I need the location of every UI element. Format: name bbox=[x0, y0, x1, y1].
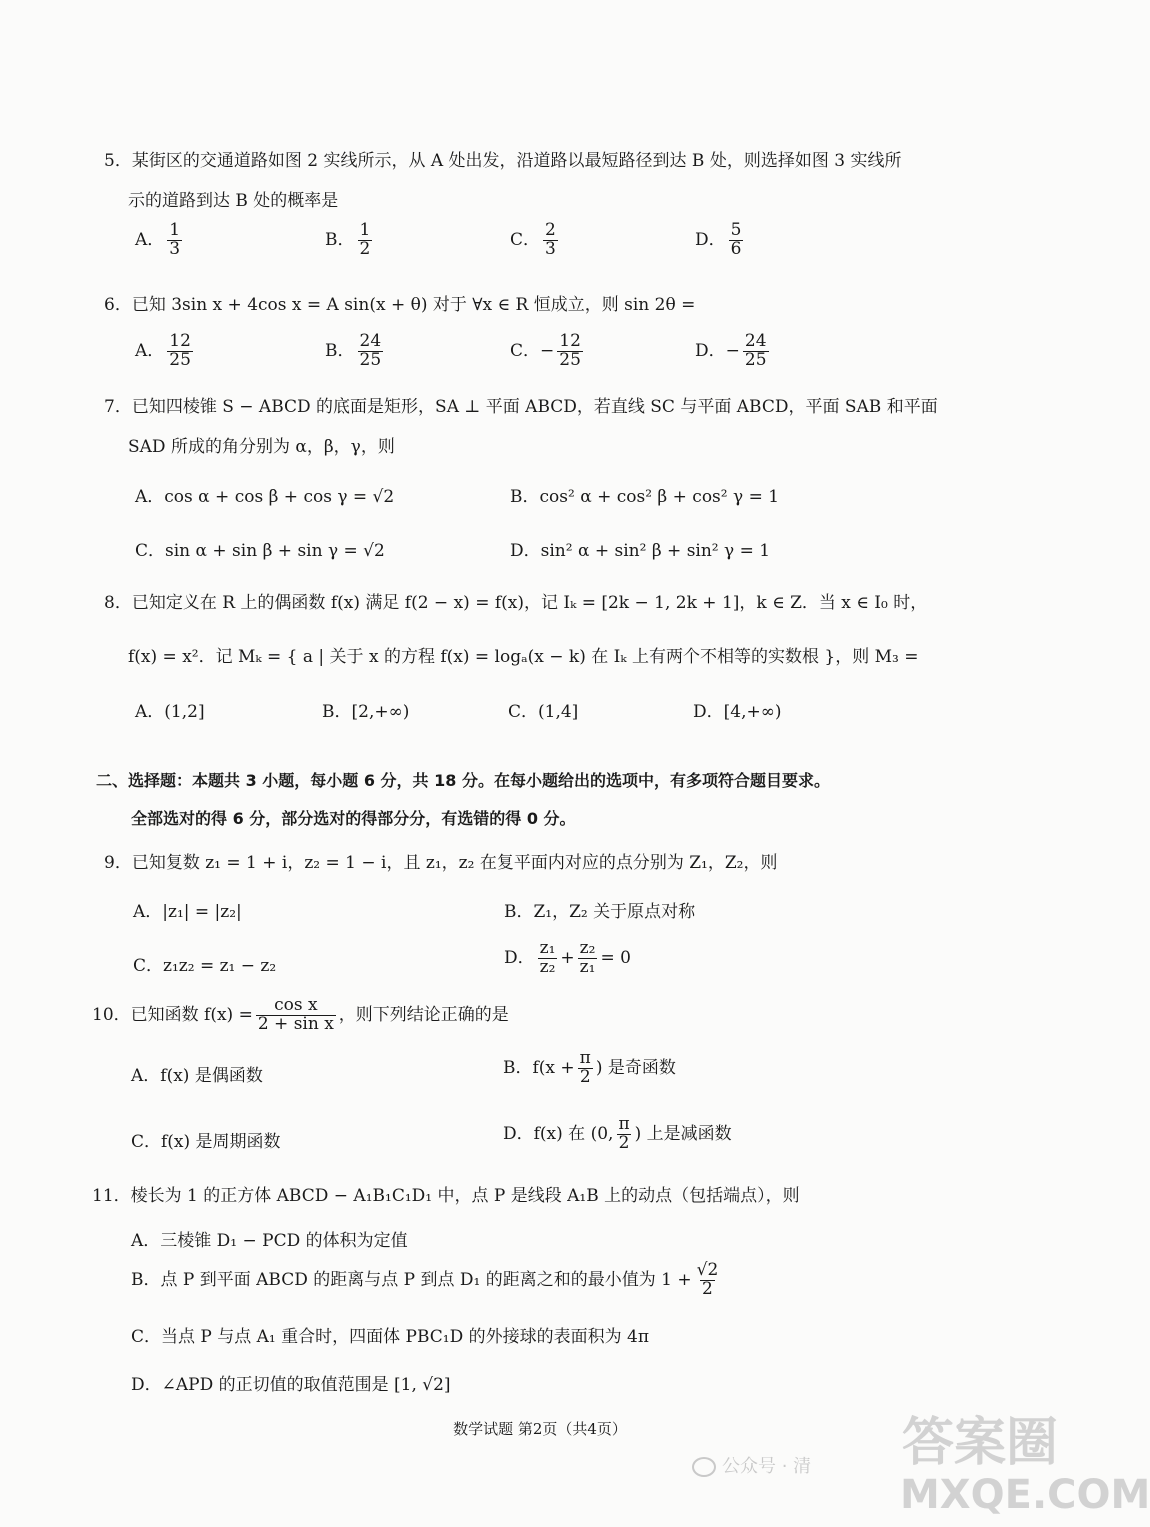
q10-line1: 10．已知函数 f(x) = $\frac{\text{cos x}}{\text{2 + sin x}}$ ，则下列结论正确的是 bbox=[92, 995, 509, 1034]
q5-option-d: D． $\frac{5}{6}$ bbox=[695, 220, 742, 259]
q10-option-b: B．f(x + $\frac{\pi}{2}$ ) 是奇函数 bbox=[503, 1048, 676, 1087]
q8-option-c: C．(1,4] bbox=[508, 702, 579, 722]
q11-option-d: D．∠APD 的正切值的取值范围是 [1, √2] bbox=[131, 1375, 451, 1395]
q9-option-c: C．z₁z₂ = z₁ − z₂ bbox=[133, 956, 277, 976]
q7-option-c: C．sin α + sin β + sin γ = √2 bbox=[135, 541, 385, 561]
q9-option-d: D． $\frac{\text{z₁}}{\text{z₂}}$ + $\frac{\text{z₂}}{\text{z₁}}$ = 0 bbox=[504, 938, 631, 977]
q6-line1: 6．已知 3sin x + 4cos x = A sin(x + θ) 对于 ∀x ∈ R 恒成立，则 sin 2θ = bbox=[104, 295, 696, 315]
q7-option-a: A．cos α + cos β + cos γ = √2 bbox=[135, 487, 395, 507]
q8-option-a: A．(1,2] bbox=[135, 702, 205, 722]
q11-option-b: B．点 P 到平面 ABCD 的距离与点 P 到点 D₁ 的距离之和的最小值为 1 + $\frac{√2}{2}$ bbox=[131, 1260, 719, 1299]
answer-logo-watermark: 答案圈 bbox=[902, 1413, 1059, 1473]
q6-option-d: D．− $\frac{24}{25}$ bbox=[695, 331, 767, 370]
q9-option-b: B．Z₁，Z₂ 关于原点对称 bbox=[504, 902, 696, 922]
q8-option-d: D．[4,+∞) bbox=[693, 702, 782, 722]
q7-option-d: D．sin² α + sin² β + sin² γ = 1 bbox=[510, 541, 771, 561]
q6-option-a: A． $\frac{12}{25}$ bbox=[135, 331, 191, 370]
q6-option-c: C．− $\frac{12}{25}$ bbox=[510, 331, 581, 370]
section-2-scoring: 全部选对的得 6 分，部分选对的得部分分，有选错的得 0 分。 bbox=[131, 809, 576, 828]
page-footer: 数学试题 第2页（共4页） bbox=[453, 1420, 627, 1438]
q11-option-c: C．当点 P 与点 A₁ 重合时，四面体 PBC₁D 的外接球的表面积为 4π bbox=[131, 1327, 650, 1347]
q10-option-c: C．f(x) 是周期函数 bbox=[131, 1132, 281, 1152]
q7-option-b: B．cos² α + cos² β + cos² γ = 1 bbox=[510, 487, 780, 507]
q11-line1: 11．棱长为 1 的正方体 ABCD − A₁B₁C₁D₁ 中，点 P 是线段 A₁B 上的动点（包括端点），则 bbox=[92, 1186, 800, 1206]
q5-line1: 5．某街区的交通道路如图 2 实线所示，从 A 处出发，沿道路以最短路径到达 B 处，则选择如图 3 实线所 bbox=[104, 151, 902, 171]
q8-option-b: B．[2,+∞) bbox=[322, 702, 410, 722]
q5-option-b: B． $\frac{1}{2}$ bbox=[325, 220, 371, 259]
q9-option-a: A．|z₁| = |z₂| bbox=[133, 902, 242, 922]
q7-line1: 7．已知四棱锥 S − ABCD 的底面是矩形，SA ⊥ 平面 ABCD，若直线 SC 与平面 ABCD，平面 SAB 和平面 bbox=[104, 397, 938, 417]
q8-line1: 8．已知定义在 R 上的偶函数 f(x) 满足 f(2 − x) = f(x)，记 Iₖ = [2k − 1, 2k + 1]，k ∈ Z．当 x ∈ I₀ 时， bbox=[104, 593, 928, 613]
q9-line1: 9．已知复数 z₁ = 1 + i，z₂ = 1 − i，且 z₁，z₂ 在复平面内对应的点分别为 Z₁，Z₂，则 bbox=[104, 853, 778, 873]
wechat-watermark: 公众号 · 清 bbox=[692, 1452, 811, 1478]
section-2-heading: 二、选择题：本题共 3 小题，每小题 6 分，共 18 分。在每小题给出的选项中，有多项符合题目要求。 bbox=[96, 771, 830, 790]
q5-option-c: C． $\frac{2}{3}$ bbox=[510, 220, 556, 259]
q5-option-a: A． $\frac{1}{3}$ bbox=[135, 220, 181, 259]
q10-option-a: A．f(x) 是偶函数 bbox=[131, 1066, 263, 1086]
wechat-icon bbox=[692, 1457, 716, 1477]
q6-option-b: B． $\frac{24}{25}$ bbox=[325, 331, 382, 370]
q7-line2: SAD 所成的角分别为 α，β，γ，则 bbox=[128, 437, 395, 457]
q5-line2: 示的道路到达 B 处的概率是 bbox=[128, 191, 339, 211]
site-watermark: MXQE.COM bbox=[900, 1472, 1150, 1518]
q8-line2: f(x) = x²．记 Mₖ = { a | 关于 x 的方程 f(x) = logₐ(x − k) 在 Iₖ 上有两个不相等的实数根 }，则 M₃ = bbox=[128, 647, 919, 667]
q11-option-a: A．三棱锥 D₁ − PCD 的体积为定值 bbox=[131, 1231, 408, 1251]
q10-option-d: D．f(x) 在 (0, $\frac{\pi}{2}$ ) 上是减函数 bbox=[503, 1114, 732, 1153]
